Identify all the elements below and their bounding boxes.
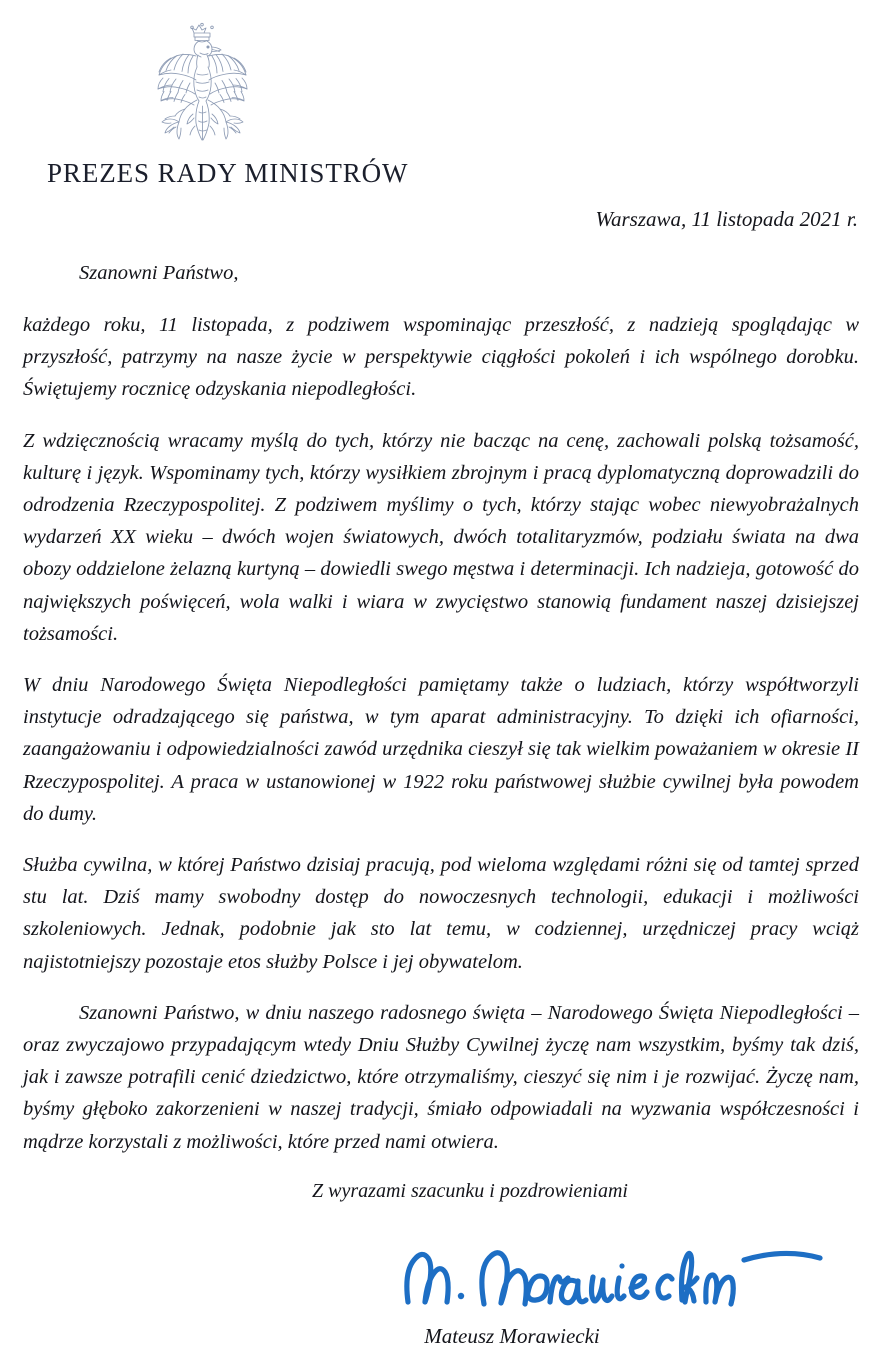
body-paragraph-2: Z wdzięcznością wracamy myślą do tych, którzy nie bacząc na cenę, zachowali polską tożsamość, kulturę i język. Wspominamy tych, którzy wysiłkiem zbrojnym i pracą dyplomatyczną doprowadzili do odrodzenia Rzeczypospolitej. Z podziwem myślimy o tych, którzy stając wobec niewyobrażalnych wydarzeń XX wieku – dwóch wojen światowych, dwóch totalitaryzmów, podziału świata na dwa obozy oddzielone żelazną kurtyną – dowiedli swego męstwa i determinacji. Ich nadzieja, gotowość do największych poświęceń, wola walki i wiara w zwycięstwo stanowią fundament naszej dzisiejszej tożsamości. [23,429,859,645]
valediction: Z wyrazami szacunku i pozdrowieniami [312,1180,628,1202]
body-paragraph-1: każdego roku, 11 listopada, z podziwem wspominając przeszłość, z nadzieją spoglądając w przyszłość, patrzymy na nasze życie w perspektywie ciągłości pokoleń i ich wspólnego dorobku. Świętujemy rocznicę odzyskania niepodległości. [23,314,859,401]
signature-mateusz-morawiecki [400,1218,860,1328]
dateline: Warszawa, 11 listopada 2021 r. [595,207,858,231]
letter-body [23,258,859,1158]
salutation: Szanowni Państwo, [79,262,239,284]
body-paragraph-5: Szanowni Państwo, w dniu naszego radosnego święta – Narodowego Święta Niepodległości – oraz zwyczajowo przypadającym wtedy Dniu Służby Cywilnej życzę nam wszystkim, byśmy tak dziś, jak i zawsze potrafili cenić dziedzictwo, które otrzymaliśmy, cieszyć się nim i je rozwijać. Życzę nam, byśmy głęboko zakorzenieni w naszej tradycji, śmiało odpowiadali na wyzwania współczesności i mądrze korzystali z możliwości, które przed nami otwiera. [23,1001,859,1153]
polish-eagle-emblem-icon [143,22,261,150]
signer-name: Mateusz Morawiecki [424,1324,600,1348]
closing-block [0,1180,884,1203]
body-paragraph-3: W dniu Narodowego Święta Niepodległości pamiętamy także o ludziach, którzy współtworzyli instytucje odradzającego się państwa, w tym aparat administracyjny. To dzięki ich ofiarności, zaangażowaniu i odpowiedzialności zawód urzędnika cieszył się tak wielkim poważaniem w okresie II Rzeczypospolitej. A praca w ustanowionej w 1922 roku państwowej służbie cywilnej była powodem do dumy. [23,674,859,825]
body-paragraph-4: Służba cywilna, w której Państwo dzisiaj pracują, pod wieloma względami różni się od tamtej sprzed stu lat. Dziś mamy swobodny dostęp do nowoczesnych technologii, edukacji i możliwości szkoleniowych. Jednak, podobnie jak sto lat temu, w codziennej, urzędniczej pracy wciąż najistotniejszy pozostaje etos służby Polsce i jej obywatelom. [23,854,859,973]
office-title: PREZES RADY MINISTRÓW [47,158,409,188]
